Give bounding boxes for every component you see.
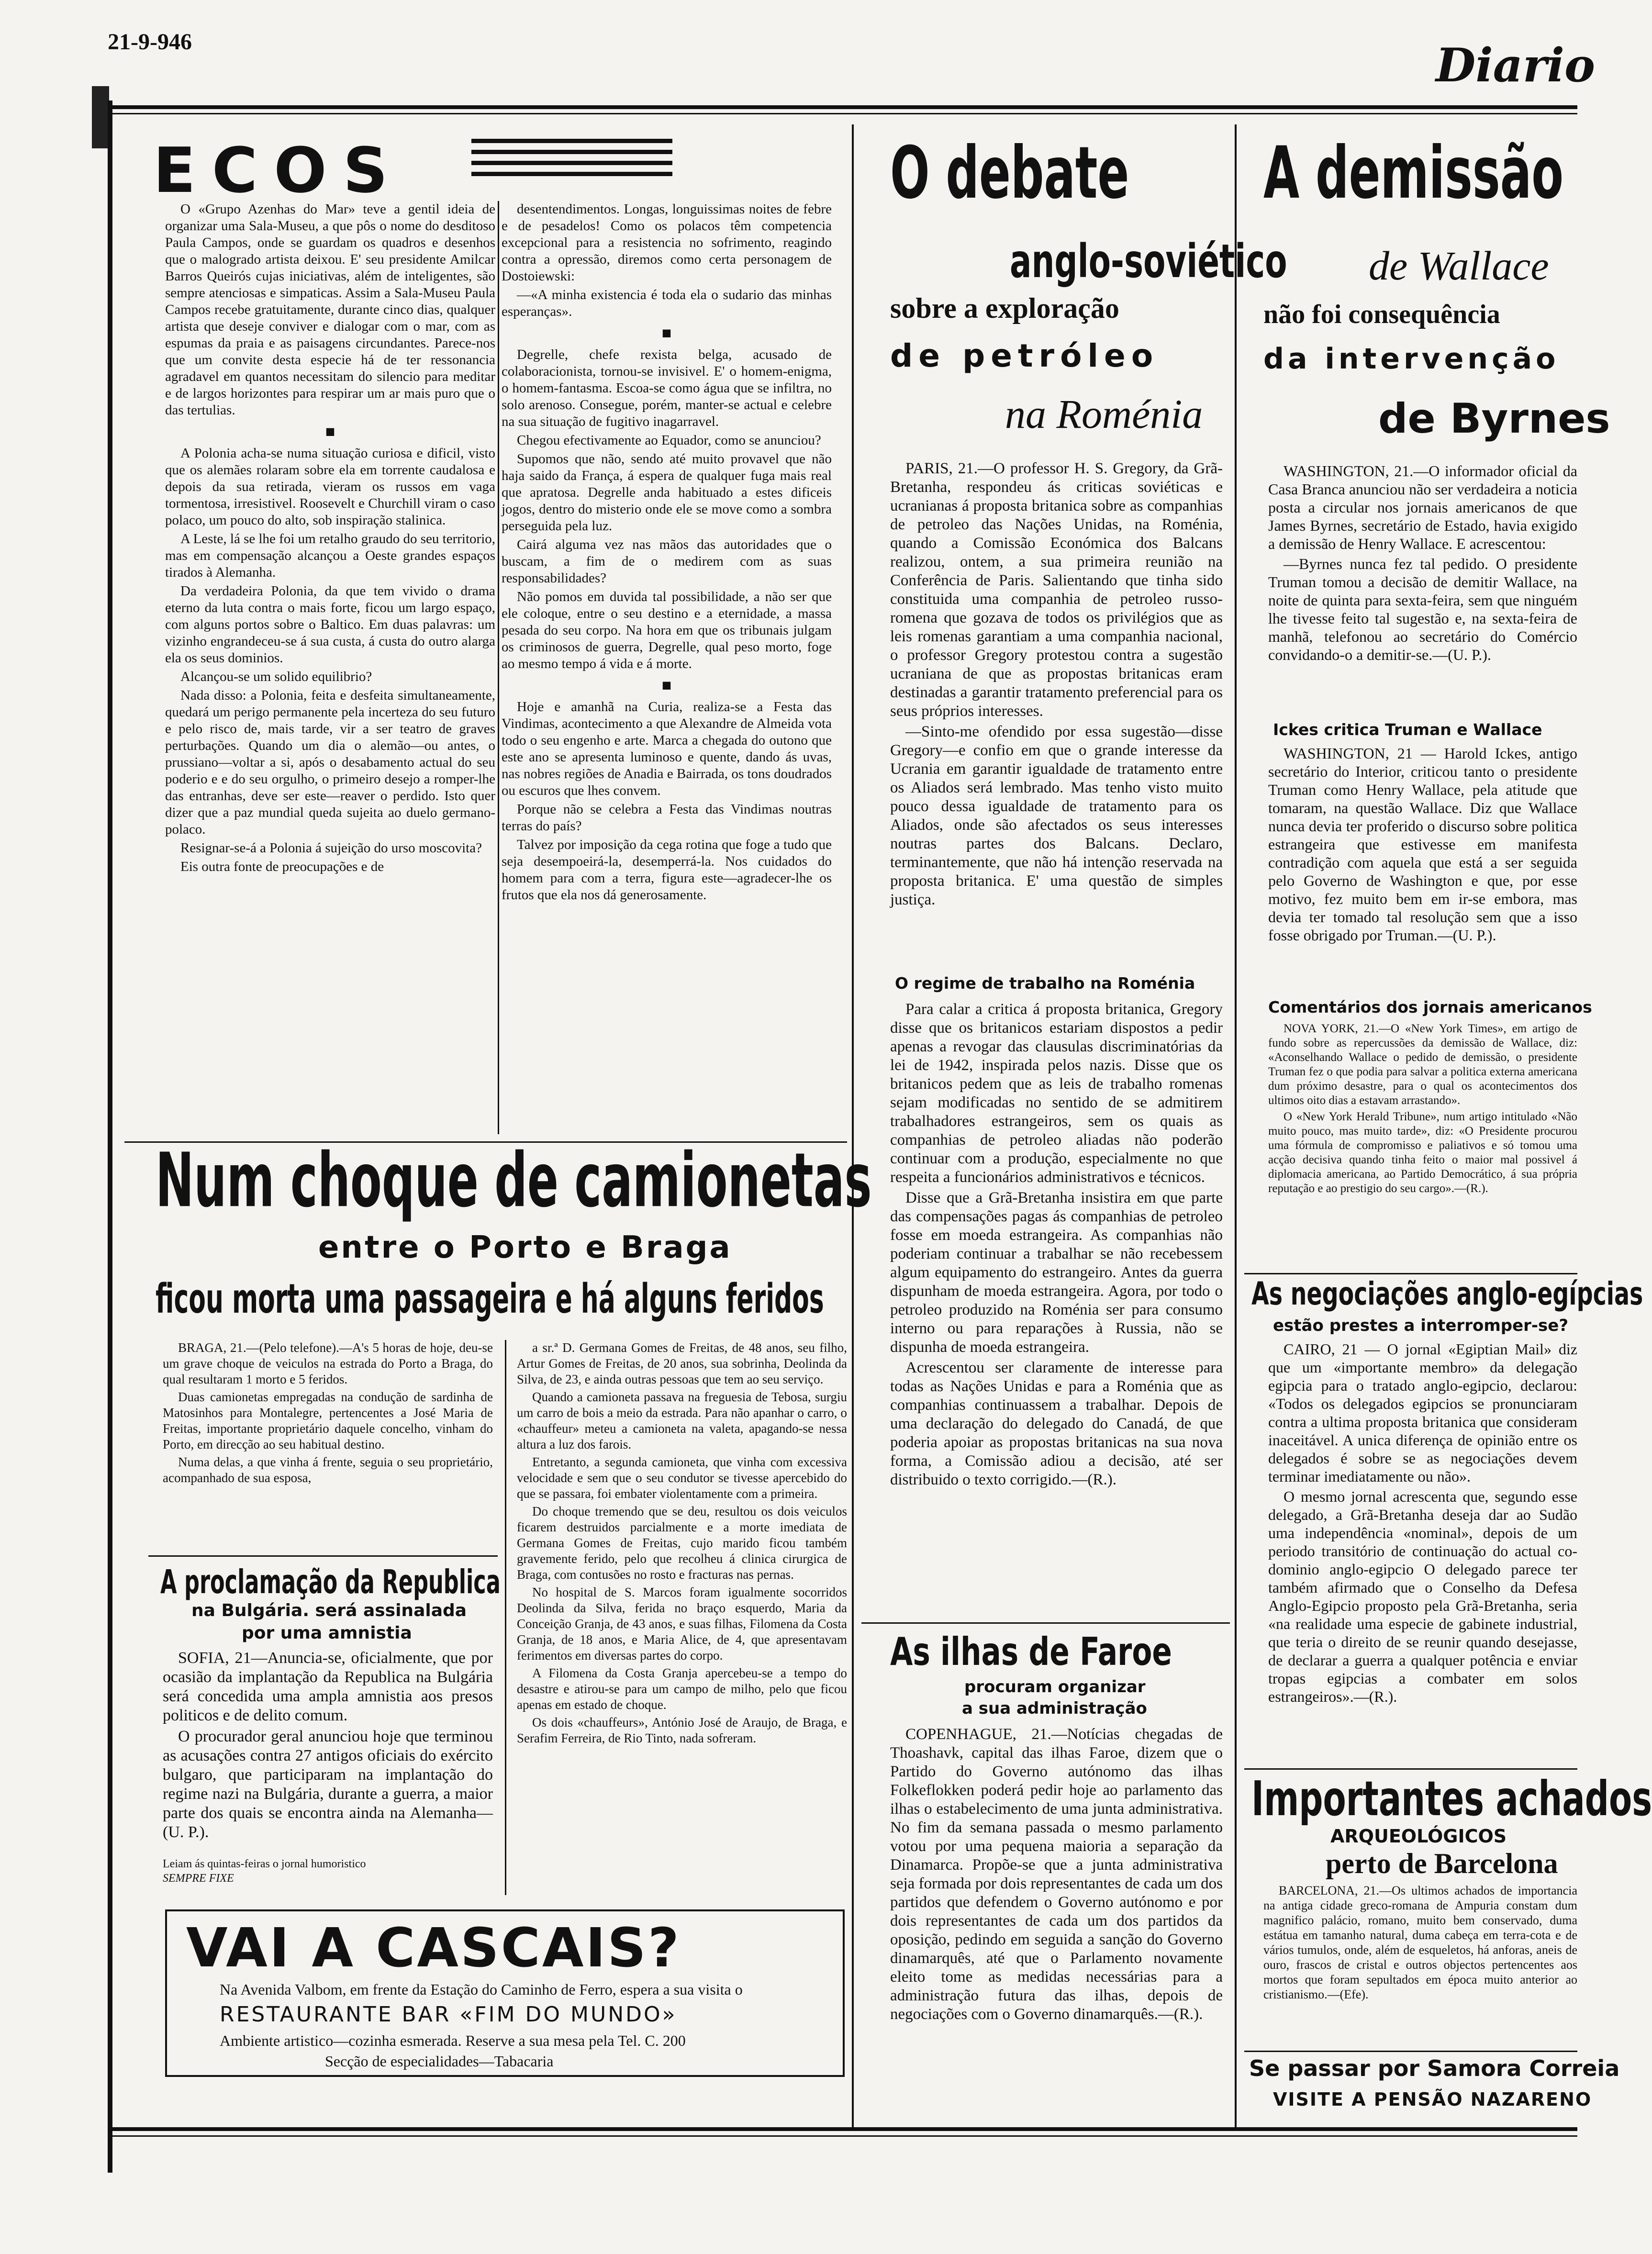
ecos-paragraph: A Leste, lá se lhe foi um retalho graudo do seu territorio, mas em compensação alcançou a Oeste grandes espaços tirados à Alemanha. xyxy=(165,531,495,580)
choque-headline: Num choque de camionetas xyxy=(156,1137,872,1224)
ecos-paragraph: Eis outra fonte de preocupações e de xyxy=(180,859,384,874)
debate-body-2 xyxy=(890,1000,1223,1618)
debate-paragraph: Disse que a Grã-Bretanha insistira em que parte das compensações pagas ás companhias de petroleo fosse em moeda estrangeira. As companhias não poderiam continuar a trabalhar se não recebessem algum equipamento do estrangeiro. Antes da guerra dispunham de moeda estrangeira. Agora, por todo o petroleo produzido na Roménia ser para consumo interno ou para reparações à Russia, não se dispunha de moeda estrangeira. xyxy=(890,1189,1223,1356)
ecos-column-rule xyxy=(498,201,499,1134)
demissao-paragraph: WASHINGTON, 21 — Harold Ickes, antigo secretário do Interior, criticou tanto o presidente Truman como Henry Wallace, pela atitude que tomaram, na questão Wallace. Diz que Wallace nunca devia ter proferido o discurso sobre politica estrangeira que estivesse em manifesta contradição com aquela que está a ser seguida pelo Governo de Washington e que, por esse motivo, fez muito bem em ir-se embora, mas devia ter tomado tal resolução sem que a isso fosse obrigado por Truman.—(U. P.). xyxy=(1268,745,1577,944)
choque-column-1 xyxy=(163,1340,493,1551)
ecos-paragraph: Supomos que não, sendo até muito provavel que não haja saido da França, á espera de qualquer fuga mais real que apratosa. Degrelle anda habituado a estes dificeis jogos, dentro do misterio onde ele se move como a sombra perseguida pela luz. xyxy=(502,451,832,534)
demissao-paragraph: —Byrnes nunca fez tal pedido. O presidente Truman tomou a decisão de demitir Wallace, na noite de quinta para sexta-feira, sem que ninguém lhe tivesse feito tal sugestão e, na sexta-feira de manhã, telefonou ao secretário do Comércio convidando-o a demitir-se.—(U. P.). xyxy=(1268,555,1577,663)
samora-ad-line-2: VISITE A PENSÃO NAZARENO xyxy=(1273,2089,1592,2110)
achados-paragraph: BARCELONA, 21.—Os ultimos achados de importancia na antiga cidade greco-romana de Ampuria constam dum magnifico palácio, romano, muito bem conservado, duma estátua em tamanho natural, duma cabeça em terra-cota e de vários tumulos, onde, além de esqueletos, há anforas, aneis de ouro, frascos de cristal e outros objectos pertencentes aos mortos que foram sepultados em época muito anterior ao cristianismo.—(Efe). xyxy=(1263,1884,1577,2001)
choque-paragraph: Entretanto, a segunda camioneta, que vinha com excessiva velocidade e sem que o seu condutor se tivesse apercebido do que se passara, foi embater violentamente com a primeira. xyxy=(517,1455,847,1501)
bottom-rule xyxy=(108,2127,1577,2131)
ecos-paragraph: Cairá alguma vez nas mãos das autoridades que o buscam, a fim de o medirem com as suas responsabilidades? xyxy=(502,537,832,586)
ecos-paragraph: Degrelle, chefe rexista belga, acusado de colaboracionista, tornou-se invisivel. E' o homem-enigma, o homem-fantasma. Escoa-se como água que se infiltra, no solo arenoso. Consegue, porém, manter-se actual e celebre na sua situação de fugitivo inagarravel. xyxy=(502,347,832,429)
left-border-rule xyxy=(108,100,112,2173)
ecos-title: ECOS xyxy=(153,134,404,207)
ecos-paragraph: O «Grupo Azenhas do Mar» teve a gentil ideia de organizar uma Sala-Museu, a que pôs o nome do desditoso Paula Campos, onde se guardam os quadros e desenhos que o malogrado artista deixou. E' seu presidente Amilcar Barros Queirós cujas iniciativas, além de inteligentes, são sempre atenciosas e simpaticas. Assim a Sala-Museu Paula Campos recebe gratuitamente, durante cinco dias, qualquer artista que deseje conviver e dialogar com o mar, com as espumas da praia e as paisagens circundantes. Parece-nos que um convite desta especie há de ter ressonancia agradavel em quantos necessitam do silencio para meditar e de largos horizontes para respirar um ar mais puro que o das tertulias. xyxy=(165,201,495,418)
republica-subheadline-2: por uma amnistia xyxy=(242,1623,412,1643)
margin-crop-mark xyxy=(92,86,109,148)
choque-column-rule xyxy=(505,1340,506,1895)
ad-line: Secção de especialidades—Tabacaria xyxy=(325,2053,554,2070)
choque-paragraph: A Filomena da Costa Granja apercebeu-se a tempo do desastre e atirou-se para um campo de milho, pelo que ficou apenas em estado de choque. xyxy=(517,1666,847,1712)
ecos-paragraph: desentendimentos. Longas, longuissimas noites de febre e de pesadelos! Como os polacos têm competencia excepcional para a resistencia no sofrimento, reagindo contra a opressão, diremos como certa personagem de Dostoiewski: xyxy=(502,201,832,284)
ad-restaurant-name: RESTAURANTE BAR «FIM DO MUNDO» xyxy=(220,2002,677,2027)
top-rule-secondary xyxy=(108,113,1577,114)
faroe-paragraph: COPENHAGUE, 21.—Notícias chegadas de Thoashavk, capital das ilhas Faroe, dizem que o Partido do Governo autónomo das ilhas Folkeflokken poderá pedir hoje ao parlamento das ilhas o estabelecimento de uma junta administrativa. No fim da semana passada o mesmo parlamento votou por uma pequena maioria a separação da Dinamarca. Propõe-se que a junta administrativa seja formada por dois representantes de cada um dos partidos que defendem o Governo autónomo e por dois representantes de cada um dos partidos da oposição, pedindo em seguida a sanção do Governo dinamarquês, até que o Parlamento novamente eleito tome as medidas necessárias para a administração futura das ilhas, depois de negociações com o Governo dinamarquês.—(R.). xyxy=(890,1726,1223,2023)
achados-body xyxy=(1263,1883,1577,2046)
page-date: 21-9-946 xyxy=(108,29,192,55)
separator-mark: ■ xyxy=(661,324,672,342)
faroe-headline: As ilhas de Faroe xyxy=(890,1629,1172,1674)
promo-line: Leiam ás quintas-feiras o jornal humoristico xyxy=(163,1858,366,1870)
ecos-paragraph: Da verdadeira Polonia, da que tem vivido o drama eterno da luta contra o mais forte, ficou um largo espaço, com alguns portos sobre o Baltico. Em duas palavras: um vizinho engrandeceu-se á sua custa, á custa do outro alarga ela os seus dominios. xyxy=(165,583,495,666)
ad-line: Na Avenida Valbom, em frente da Estação do Caminho de Ferro, espera a sua visita o xyxy=(220,1981,743,1998)
promo-title: SEMPRE FIXE xyxy=(163,1872,234,1885)
faroe-subheadline-2: a sua administração xyxy=(962,1699,1147,1718)
promo-sempre-fixe xyxy=(163,1857,493,1886)
ecos-paragraph: Porque não se celebra a Festa das Vindimas noutras terras do país? xyxy=(502,802,832,834)
choque-subheadline: entre o Porto e Braga xyxy=(318,1230,732,1265)
debate-body xyxy=(890,459,1223,971)
demissao-subheadline-4: de Byrnes xyxy=(1378,395,1610,443)
debate-paragraph: —Sinto-me ofendido por essa sugestão—disse Gregory—e confio em que o grande interesse da Ucrania em garantir igualdade de tratamento entre os Aliados será lembrado. Mas tenho visto muito pouco dessa igualdade de tratamento para os Aliados, onde são afectados os seus interesses noutras partes dos Balcans. Declaro, terminantemente, que não há intenção reservada na proposta britanica. E' uma questão de simples justiça. xyxy=(890,723,1223,908)
egipcias-paragraph: O mesmo jornal acrescenta que, segundo esse delegado, a Grã-Bretanha deseja dar ao Sudão uma independência «nominal», depois de um periodo transitório de continuação do actual co-dominio anglo-egipcio O delegado parece ter também afirmado que o Conselho da Defesa Anglo-Egipcio proposto pela Grã-Bretanha, seria «na realidade uma especie de gabinete industrial, que teria o direito de se reunir quando desejasse, de declarar a guerra a qualquer potência e enviar tropas egipcias a combater em solos estrangeiros».—(R.). xyxy=(1268,1488,1577,1705)
achados-subheadline: ARQUEOLÓGICOS xyxy=(1330,1826,1507,1847)
egipcias-body xyxy=(1268,1340,1577,1766)
demissao-subhead-2: Comentários dos jornais americanos xyxy=(1268,998,1592,1016)
separator-mark: ■ xyxy=(661,677,672,694)
choque-paragraph: Os dois «chauffeurs», António José de Araujo, de Braga, e Serafim Ferreira, de Rio Tinto, nada sofreram. xyxy=(517,1715,847,1745)
demissao-subheadline-3: da intervenção xyxy=(1263,342,1560,376)
masthead-logo: Diario xyxy=(1436,38,1595,92)
demissao-subheadline-2: não foi consequência xyxy=(1263,300,1500,329)
samora-ad-line-1: Se passar por Samora Correia xyxy=(1249,2055,1620,2081)
faroe-body xyxy=(890,1725,1223,2127)
ecos-column-1 xyxy=(165,201,495,1134)
republica-paragraph: O procurador geral anunciou hoje que terminou as acusações contra 27 antigos oficiais do exército bulgaro, que participaram na implantação do regime nazi na Bulgária, durante a guerra, a maior parte dos quais se encontra ainda na Alemanha—(U. P.). xyxy=(163,1728,493,1841)
ecos-paragraph: Alcançou-se um solido equilibrio? xyxy=(180,669,372,684)
demissao-body-2 xyxy=(1268,744,1577,993)
demissao-paragraph: NOVA YORK, 21.—O «New York Times», em artigo de fundo sobre as repercussões da demissão de Wallace, diz: «Aconselhando Wallace o pedido de demissão, o presidente Truman fez o que podia para salvar a politica externa americana dum próximo desastre, para o qual os acontecimentos dos ultimos oito dias a estavam arrastando». xyxy=(1268,1022,1577,1107)
section-rule xyxy=(148,1555,498,1557)
debate-subhead: O regime de trabalho na Roménia xyxy=(895,974,1195,993)
debate-paragraph: Para calar a critica á proposta britanica, Gregory disse que os britanicos estariam dispostos a pedir apenas a revogar das clausulas discriminatórias da lei de 1942, inspirada pelos nazis. Disse que os britanicos pedem que as leis de trabalho romenas sejam modificadas no sentido de se admitirem trabalhadores estrangeiros, sem os quais as companhias de petroleo aliadas não poderão continuar com a produção, especialmente no que respeita a funcionários administrativos e técnicos. xyxy=(890,1001,1223,1186)
bottom-rule-secondary xyxy=(108,2135,1577,2137)
debate-subheadline-2: sobre a exploração xyxy=(890,292,1119,324)
debate-paragraph: Acrescentou ser claramente de interesse para todas as Nações Unidas e para a Roménia que as companhias continuassem a trabalhar. Depois de uma declaração do delegado do Canadá, de que poderia apoiar as propostas britanicas na sua nova forma, a Comissão adiou a decisão, até ser distribuido o texto corrigido.—(R.). xyxy=(890,1359,1223,1488)
choque-paragraph: Quando a camioneta passava na freguesia de Tebosa, surgiu um carro de bois a meio da estrada. Para não apanhar o carro, o «chauffeur» meteu a camioneta na valeta, apagando-se nessa altura a luz dos farois. xyxy=(517,1390,847,1451)
ecos-paragraph: Talvez por imposição da cega rotina que foge a tudo que seja desempoeirá-la, desemperrá-la. Nos cuidados do homem para com a terra, figura este—agradecer-lhe os frutos que ela nos dá generosamente. xyxy=(502,837,832,903)
ecos-paragraph: —«A minha existencia é toda ela o sudario das minhas esperanças». xyxy=(502,287,832,319)
page-column-rule xyxy=(1235,124,1237,2130)
demissao-body-3 xyxy=(1268,1022,1577,1271)
republica-paragraph: SOFIA, 21—Anuncia-se, oficialmente, que por ocasião da implantação da Republica na Bulgária será concedida uma ampla amnistia aos presos politicos e de delito comum. xyxy=(163,1649,493,1724)
republica-subheadline: na Bulgária. será assinalada xyxy=(191,1601,467,1620)
republica-body xyxy=(163,1649,493,1854)
choque-column-2 xyxy=(517,1340,847,1895)
choque-paragraph: No hospital de S. Marcos foram igualmente socorridos Deolinda da Silva, ferida no braço esquerdo, Maria da Conceição Granja, de 43 anos, e suas filhas, Filomena da Costa Granja, de 18 anos, e Maria Alice, de 4, que apresentavam ferimentos em diversas partes do corpo. xyxy=(517,1585,847,1663)
ecos-paragraph: Hoje e amanhã na Curia, realiza-se a Festa das Vindimas, acontecimento a que Alexandre de Almeida vota todo o seu engenho e arte. Marca a chegada do outono que este ano se apresenta luminoso e quente, dando ás uvas, nas nobres regiões de Anadia e Bairrada, os tons doudrados ou escuros que lhes convem. xyxy=(502,699,832,798)
egipcias-headline: As negociações anglo-egípcias xyxy=(1251,1275,1643,1312)
demissao-subheadline: de Wallace xyxy=(1369,243,1549,289)
separator-mark: ■ xyxy=(325,423,335,441)
demissao-body xyxy=(1268,462,1577,711)
debate-paragraph: PARIS, 21.—O professor H. S. Gregory, da Grã-Bretanha, respondeu ás criticas soviéticas e ucranianas á proposta britanica sobre as companhias de petroleo das Nações Unidas, na Roménia, quando a Comissão Económica dos Balcans realizou, ontem, a sua primeira reunião na Conferência de Paris. Salientando que tinha sido constituida uma companhia de petroleo russo-romena que gozava de todos os privilégios que as leis romenas garantiam a uma companhia nacional, o professor Gregory protestou contra a sugestão ucraniana de que as propostas britanicas eram destinadas a garantir tratamento preferencial para os seus próprios interesses. xyxy=(890,460,1223,720)
achados-subheadline-2: perto de Barcelona xyxy=(1326,1848,1558,1879)
republica-headline: A proclamação da Republica xyxy=(160,1562,501,1601)
faroe-subheadline: procuram organizar xyxy=(964,1677,1146,1696)
egipcias-subheadline: estão prestes a interromper-se? xyxy=(1273,1316,1569,1335)
ecos-paragraph: Chegou efectivamente ao Equador, como se anunciou? xyxy=(517,433,821,448)
cascais-advertisement xyxy=(165,1909,845,2077)
debate-headline: O debate xyxy=(890,132,1129,215)
ecos-paragraph: Não pomos em duvida tal possibilidade, a não ser que ele coloque, entre o seu destino e a eternidade, a massa pesada do seu corpo. Na hora em que os tribunais julgam os criminosos de guerra, Degrelle, qual peso morto, foge ao mesmo tempo á vida e á morte. xyxy=(502,589,832,671)
choque-paragraph: Numa delas, a que vinha á frente, seguia o seu proprietário, acompanhado de sua esposa, xyxy=(163,1455,493,1485)
demissao-paragraph: O «New York Herald Tribune», num artigo intitulado «Não muito pouco, mas muito tarde», diz: «O Presidente procurou uma fórmula de compromisso e paliativos e só tomou uma acção decisiva quando tinha feito o maior mal possivel á diplomacia americana, ao Partido Democrático, á sua própria reputação e ao prestigio do seu cargo».—(R.). xyxy=(1268,1110,1577,1195)
choque-paragraph: Do choque tremendo que se deu, resultou os dois veiculos ficarem destruidos parcialmente e a morte imediata de Germana Gomes de Freitas, cujo marido ficou também gravemente ferido, pelo que recolheu á clinica cirurgica de Braga, com contusões no rosto e fracturas nas pernas. xyxy=(517,1504,847,1582)
ecos-paragraph: A Polonia acha-se numa situação curiosa e dificil, visto que os alemães rolaram sobre ela em torrente caudalosa e depois da sua retirada, vieram os russos em vaga tormentosa, irresistivel. Roosevelt e Churchill viram o caso polaco, um pouco do alto, sob inspiração stalinica. xyxy=(165,446,495,528)
debate-subheadline-4: na Roménia xyxy=(1005,391,1203,437)
page-column-rule xyxy=(852,124,854,2130)
ad-title: VAI A CASCAIS? xyxy=(186,1917,681,1979)
ecos-paragraph: Resignar-se-á a Polonia á sujeição do urso moscovita? xyxy=(180,840,482,856)
section-rule xyxy=(861,1622,1230,1624)
section-rule xyxy=(1244,1273,1577,1274)
ecos-column-2 xyxy=(502,201,832,1134)
choque-paragraph: BRAGA, 21.—(Pelo telefone).—A's 5 horas de hoje, deu-se um grave choque de veiculos na estrada do Porto a Braga, do qual resultaram 1 morto e 5 feridos. xyxy=(163,1340,493,1386)
achados-headline: Importantes achados xyxy=(1251,1771,1652,1827)
choque-deck: ficou morta uma passageira e há alguns feridos xyxy=(156,1275,824,1323)
section-rule xyxy=(1244,1768,1577,1770)
demissao-paragraph: WASHINGTON, 21.—O informador oficial da Casa Branca anunciou não ser verdadeira a noticia posta a circular nos jornais americanos de que James Byrnes, secretário de Estado, havia exigido a demissão de Henry Wallace. E acrescentou: xyxy=(1268,462,1577,552)
debate-subheadline: anglo-soviético xyxy=(1010,234,1287,288)
ecos-paragraph: Nada disso: a Polonia, feita e desfeita simultaneamente, quedará um perigo permanente pela incerteza do seu futuro e pelo risco de, mais tarde, vir a ser teatro de graves perturbações. Quando um dia o alemão—ou antes, o prussiano—voltar a si, após o desabamento actual do seu poderio e e do seu orgulho, o primeiro desejo a romper-lhe das entranhas, deve ser este—reaver o perdido. Isto quer dizer que a paz mundial queda sujeita ao duelo germano-polaco. xyxy=(165,688,495,837)
demissao-subhead: Ickes critica Truman e Wallace xyxy=(1273,720,1542,739)
demissao-headline: A demissão xyxy=(1263,132,1564,215)
ecos-title-lines xyxy=(471,139,672,191)
section-rule xyxy=(1244,2051,1577,2052)
choque-paragraph: a sr.ª D. Germana Gomes de Freitas, de 48 anos, seu filho, Artur Gomes de Freitas, de 20 anos, sua sobrinha, Deolinda da Silva, de 23, e ainda outras pessoas que tem ao seu serviço. xyxy=(517,1340,847,1386)
egipcias-paragraph: CAIRO, 21 — O jornal «Egiptian Mail» diz que um «importante membro» da delegação egipcia para o tratado anglo-egipcio, declarou: «Todos os delegados egipcios se pronunciaram contra a ultima proposta britanica que consideram inaceitável. A unica diferença de opinião entre os delegados é sobre se as negociações devem terminar imediatamente ou não». xyxy=(1268,1340,1577,1485)
choque-paragraph: Duas camionetas empregadas na condução de sardinha de Matosinhos para Montalegre, pertencentes a José Maria de Freitas, importante proprietário daquele concelho, vinham do Porto, em direcção ao seu habitual destino. xyxy=(163,1390,493,1451)
debate-subheadline-3: de petróleo xyxy=(890,337,1159,374)
ad-line: Ambiente artistico—cozinha esmerada. Reserve a sua mesa pela Tel. C. 200 xyxy=(220,2032,686,2049)
top-rule xyxy=(108,105,1577,109)
